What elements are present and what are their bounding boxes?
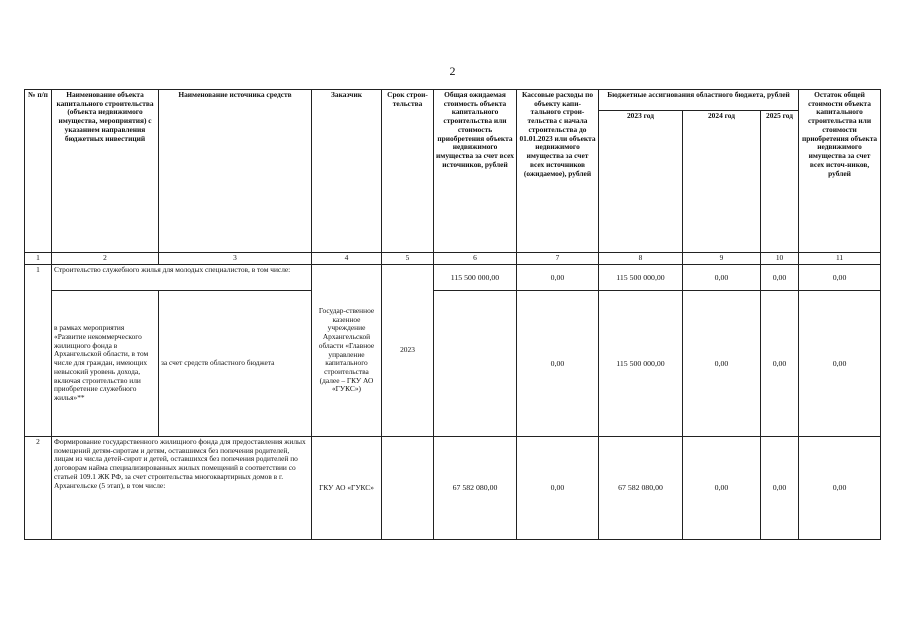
investment-table (24, 89, 881, 540)
header-term: Срок строи-тельства (382, 90, 434, 253)
header-num: № п/п (25, 90, 52, 253)
row-customer: ГКУ АО «ГУКС» (312, 437, 382, 540)
row-y2024: 0,00 (683, 437, 761, 540)
col-number: 9 (683, 253, 761, 265)
row-y2024: 0,00 (683, 291, 761, 437)
header-row (25, 90, 881, 111)
row-total (434, 291, 517, 437)
row-object: Формирование государственного жилищного фонда для предоставления жилых помещений детям-сиротам и детям, оставшимся без попечения родителей, лицам из числа детей-сирот и детей, оставшихся без попечения родителей по договорам найма специализированных жилых помещений в соответствии со статьей 109.1 ЖК РФ, за счет строительства многоквартирных домов в г. Архангельске (5 этап), в том числе: (52, 437, 312, 540)
col-number: 7 (517, 253, 599, 265)
row-y2025: 0,00 (761, 291, 799, 437)
row-y2025: 0,00 (761, 437, 799, 540)
header-source-name: Наименование источника средств (159, 90, 312, 253)
row-total: 67 582 080,00 (434, 437, 517, 540)
row-num: 1 (25, 265, 52, 437)
row-y2023: 67 582 080,00 (599, 437, 683, 540)
header-customer: Заказчик (312, 90, 382, 253)
row-cash: 0,00 (517, 437, 599, 540)
row-num: 2 (25, 437, 52, 540)
page-number: 2 (449, 64, 456, 78)
row-object: Строительство служебного жилья для молодых специалистов, в том числе: (52, 265, 312, 291)
col-number: 8 (599, 253, 683, 265)
row-term: 2023 (382, 265, 434, 437)
header-cash-expenses: Кассовые расходы по объекту капи-тального строи-тельства с начала строительства до 01.01.2023 или объекта недвижимого имущества за счет всех источников (ожидаемое), рублей (517, 90, 599, 253)
table-row (25, 437, 881, 540)
header-object-name: Наименование объекта капитального строительства (объекта недвижимого имущества, мероприятия) с указанием направления бюджетных инвестиций (52, 90, 159, 253)
col-number: 10 (761, 253, 799, 265)
row-remainder: 0,00 (799, 437, 881, 540)
col-number: 11 (799, 253, 881, 265)
header-year-2023: 2023 год (599, 111, 683, 253)
table-row (25, 265, 881, 291)
column-number-row (25, 253, 881, 265)
row-term (382, 437, 434, 540)
table-row (25, 291, 881, 437)
row-source: за счет средств областного бюджета (159, 291, 312, 437)
header-budget-group: Бюджетные ассигнования областного бюджета, рублей (599, 90, 799, 111)
header-total-cost: Общая ожидаемая стоимость объекта капитального строительства или стоимость приобретения объекта недвижимого имущества за счет всех источников, рублей (434, 90, 517, 253)
col-number: 2 (52, 253, 159, 265)
col-number: 4 (312, 253, 382, 265)
row-remainder: 0,00 (799, 265, 881, 291)
row-y2024: 0,00 (683, 265, 761, 291)
header-year-2025: 2025 год (761, 111, 799, 253)
col-number: 5 (382, 253, 434, 265)
header-remainder: Остаток общей стоимости объекта капитального строительства или стоимости приобретения объекта недвижимого имущества за счет всех источ-ников, рублей (799, 90, 881, 253)
row-object: в рамках мероприятия «Развитие некоммерческого жилищного фонда в Архангельской области, в том числе для граждан, имеющих невысокий уровень дохода, включая строительство или приобретение служебного жилья»** (52, 291, 159, 437)
row-y2025: 0,00 (761, 265, 799, 291)
col-number: 3 (159, 253, 312, 265)
row-cash: 0,00 (517, 291, 599, 437)
row-remainder: 0,00 (799, 291, 881, 437)
col-number: 6 (434, 253, 517, 265)
row-y2023: 115 500 000,00 (599, 265, 683, 291)
row-total: 115 500 000,00 (434, 265, 517, 291)
row-y2023: 115 500 000,00 (599, 291, 683, 437)
col-number: 1 (25, 253, 52, 265)
row-cash: 0,00 (517, 265, 599, 291)
header-year-2024: 2024 год (683, 111, 761, 253)
row-customer: Государ-ственное казенное учреждение Архангельской области «Главное управление капитального строительства (далее – ГКУ АО «ГУКС») (312, 265, 382, 437)
